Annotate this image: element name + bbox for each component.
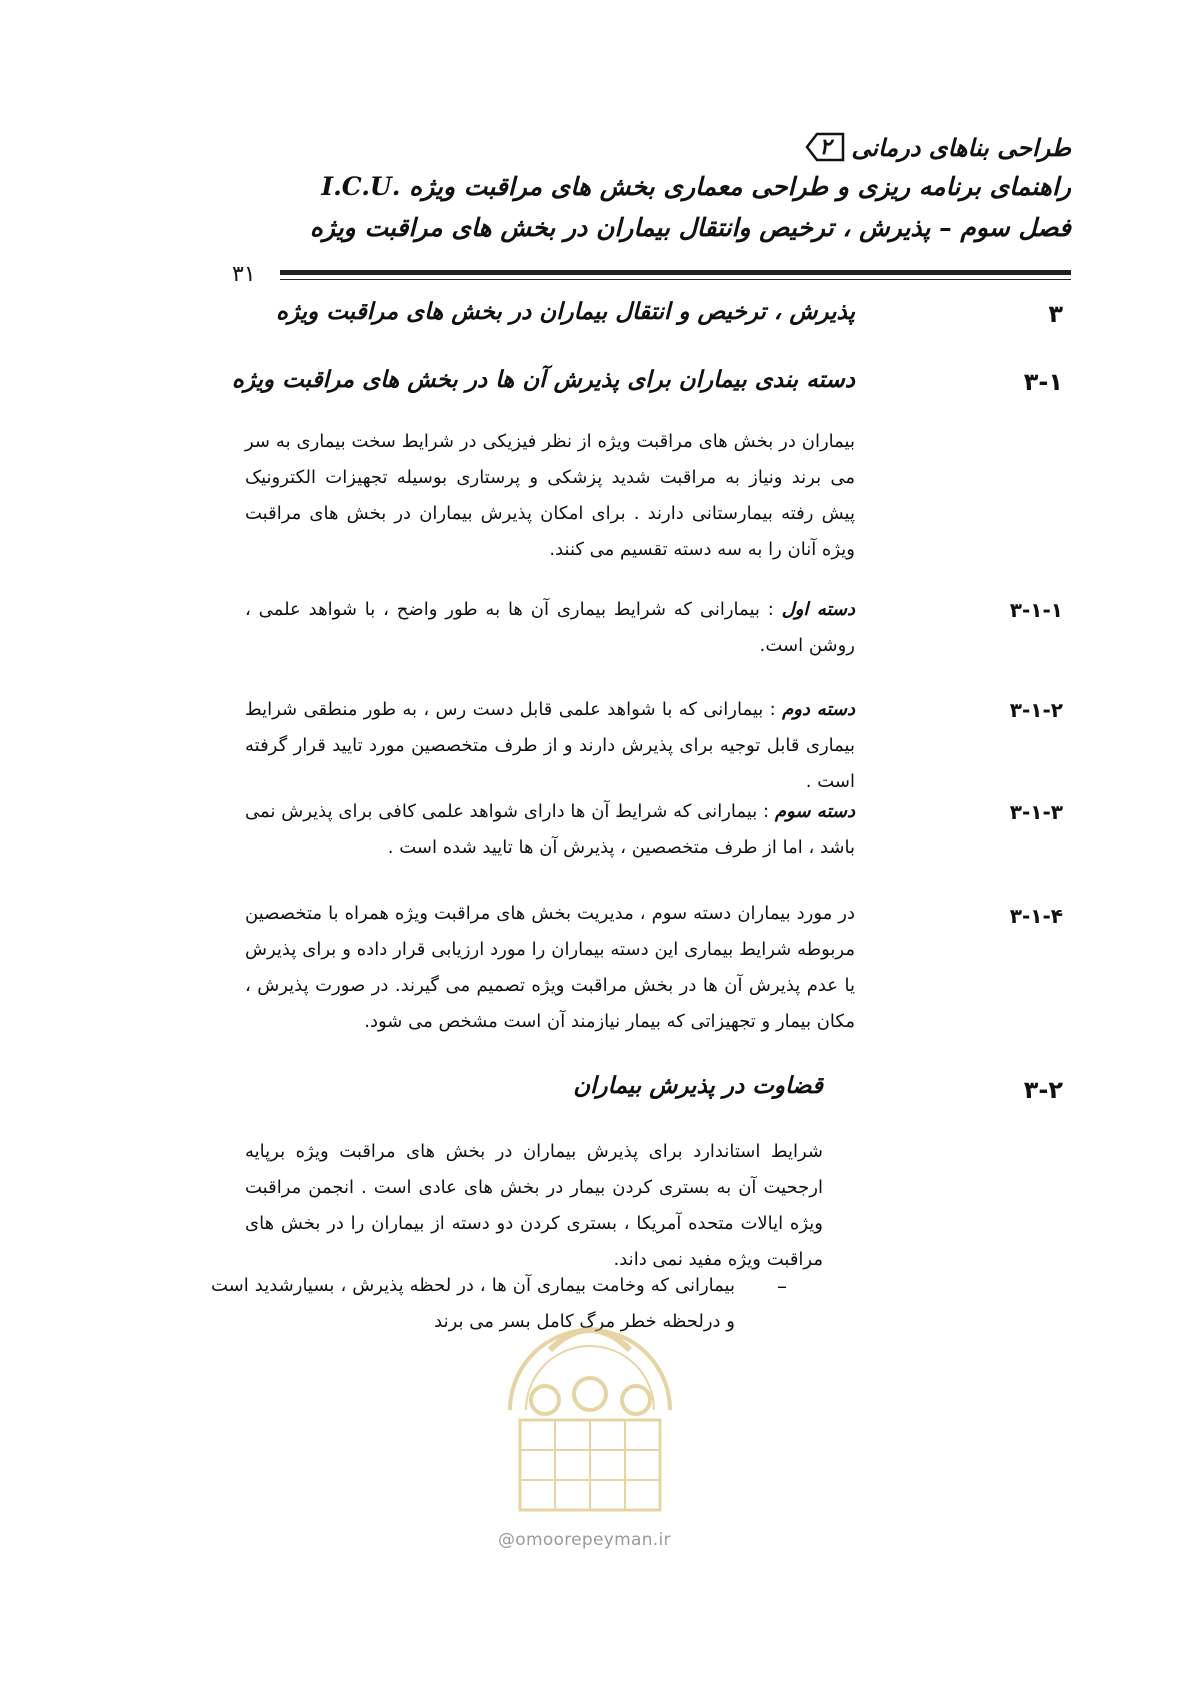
item-label: دسته دوم [782,699,855,720]
watermark-url: @omoorepeyman.ir [498,1530,671,1550]
item-text: : بیمارانی که شرایط بیماری آن ها به طور واضح ، با شواهد علمی ، روشن است. [245,599,855,656]
item-text: : بیمارانی که شرایط آن ها دارای شواهد علمی کافی برای پذیرش نمی باشد ، اما از طرف متخصصین ، پذیرش آن ها تایید شده است . [245,801,855,858]
header-guide-title: راهنمای برنامه ریزی و طراحی معماری بخش های مراقبت ویژه .I.C.U [321,172,1071,201]
header-rule [280,270,1071,275]
intro-paragraph: بیماران در بخش های مراقبت ویژه از نظر فیزیکی در شرایط سخت بیماری به سر می برند ونیاز به مراقبت شدید پزشکی و پرستاری بوسیله تجهیزات الکترونیک پیش رفته بیمارستانی دارند . برای امکان پذیرش بیماران در بخش های مراقبت ویژه آنان را به سه دسته تقسیم می کنند. [245,431,855,560]
item-number: ۳-۱-۳ [1009,800,1063,824]
list-item [245,896,855,1040]
list-item [245,692,855,800]
header-series [803,132,1071,162]
item-label: دسته اول [781,599,856,620]
item-number: ۳-۱-۴ [1009,904,1063,928]
item-text: : بیمارانی که با شواهد علمی قابل دست رس ، به طور منطقی شرایط بیماری قابل توجیه برای پذیرش دارند و از طرف متخصصین مورد تایید قرار گرفته است . [245,699,855,792]
section-title: پذیرش ، ترخیص و انتقال بیماران در بخش های مراقبت ویژه [275,298,855,325]
volume-number: ۲ [819,134,832,160]
page-number: ۳۱ [232,262,256,287]
judgement-paragraph: شرایط استاندارد برای پذیرش بیماران در بخش های مراقبت ویژه برپایه ارجحیت آن به بستری کردن بیمار در بخش های عادی است . انجمن مراقبت ویژه ایالات متحده آمریکا ، بستری کردن دو دسته از بیماران را در بخش های مراقبت ویژه مفید نمی داند. [245,1141,823,1270]
section-number: ۳ [1048,300,1063,328]
header-rule-thin [280,279,1071,280]
header-chapter-title: فصل سوم – پذیرش ، ترخیص وانتقال بیماران در بخش های مراقبت ویژه [309,213,1071,242]
item-number: ۳-۱-۱ [1009,598,1063,622]
watermark-seal-icon [490,1290,690,1520]
list-item [245,592,855,664]
bullet-marker: – [777,1274,787,1298]
subsection-number: ۳-۲ [1023,1076,1063,1104]
volume-badge [803,132,847,162]
bullet-item: بیمارانی که وخامت بیماری آن ها ، در لحظه پذیرش ، بسیارشدید است و درلحظه خطر مرگ کامل بسر می برند [211,1275,735,1332]
subsection-title: قضاوت در پذیرش بیماران [573,1072,823,1099]
item-label: دسته سوم [774,801,855,822]
item-text: در مورد بیماران دسته سوم ، مدیریت بخش های مراقبت ویژه همراه با متخصصین مربوطه شرایط بیماری این دسته بیماران را مورد ارزیابی قرار داده و برای پذیرش یا عدم پذیرش آن ها در بخش مراقبت ویژه تصمیم می گیرند. در صورت پذیرش ، مکان بیمار و تجهیزاتی که بیمار نیازمند آن است مشخص می شود. [245,903,855,1032]
subsection-number: ۳-۱ [1023,368,1063,396]
header-series-title: طراحی بناهای درمانی [851,132,1071,162]
subsection-title: دسته بندی بیماران برای پذیرش آن ها در بخش های مراقبت ویژه [231,366,855,393]
item-number: ۳-۱-۲ [1009,698,1063,722]
list-item [245,794,855,866]
